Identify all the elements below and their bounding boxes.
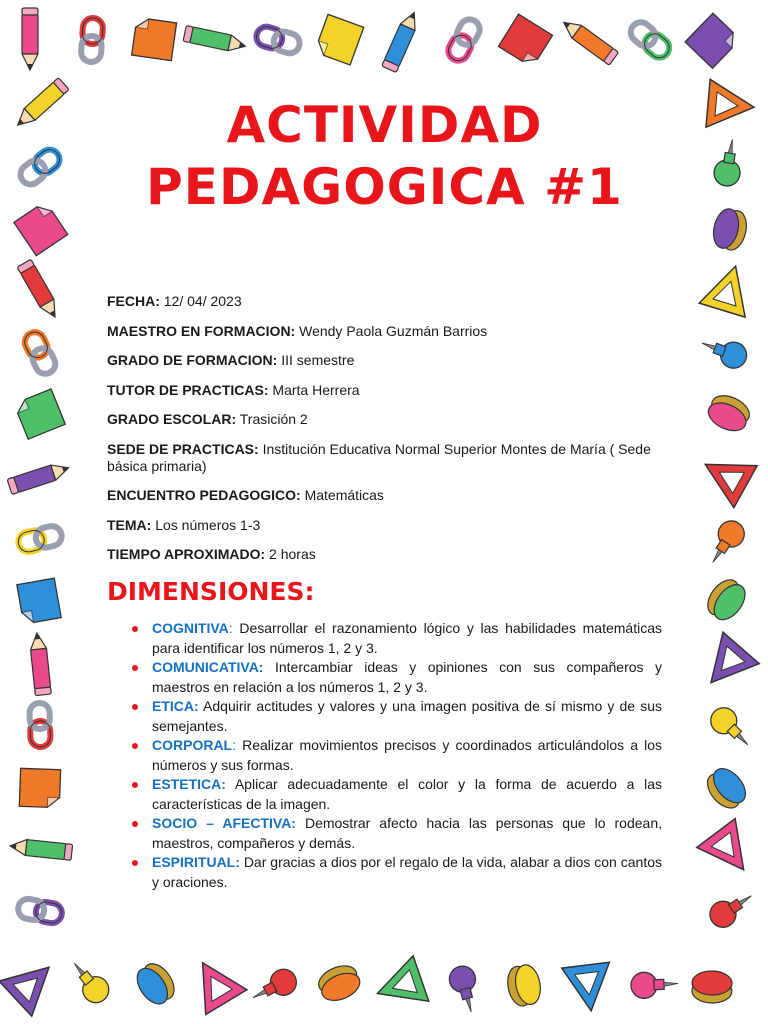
field-tutor: TUTOR DE PRACTICAS: Marta Herrera: [107, 381, 360, 398]
chain-link-icon: [627, 18, 674, 62]
chain-link-icon: [17, 897, 64, 924]
sticky-note-icon: [498, 14, 552, 67]
sticky-note-icon: [132, 17, 177, 60]
pushpin-icon: [702, 516, 749, 570]
sticky-note-icon: [19, 768, 60, 807]
pushpin-icon: [705, 702, 757, 754]
triangle-ruler-icon: [694, 443, 758, 507]
title-line-1: ACTIVIDAD: [226, 96, 543, 154]
chain-link-icon: [29, 703, 51, 748]
pencil-icon: [9, 838, 72, 860]
triangle-ruler-icon: [370, 956, 429, 1016]
dimension-item: ESPIRITUAL: Dar gracias a dios por el regalo de la vida, alabar a dios con cantos y oraciones.: [152, 853, 662, 892]
chain-link-icon: [80, 17, 103, 62]
eraser-icon: [505, 963, 544, 1008]
chain-link-icon: [21, 329, 58, 377]
sticky-note-icon: [17, 578, 61, 624]
page-title: [107, 94, 662, 218]
eraser-icon: [701, 763, 751, 814]
dimension-item: CORPORAL: Realizar movimientos precisos y coordinados articulándolos a los números y sus formas.: [152, 736, 662, 775]
field-tema: TEMA: Los números 1-3: [107, 516, 261, 533]
pencil-icon: [183, 26, 247, 55]
pushpin-icon: [697, 331, 750, 372]
pencil-icon: [29, 632, 51, 695]
dimension-item: ESTETICA: Aplicar adecuadamente el color y la forma de acuerdo a las características de la imagen.: [152, 775, 662, 814]
pushpin-icon: [247, 965, 301, 1010]
dimensions-heading: DIMENSIONES:: [107, 577, 315, 606]
pushpin-icon: [447, 963, 484, 1015]
dimension-item: COMUNICATIVA: Intercambiar ideas y opiniones con sus compañeros y maestros en relación a los números 1, 2 y 3.: [152, 658, 662, 697]
triangle-ruler-icon: [693, 632, 759, 698]
pushpin-icon: [712, 137, 745, 187]
pushpin-icon: [630, 971, 678, 999]
pencil-icon: [17, 259, 62, 321]
pencil-icon: [12, 78, 69, 131]
chain-link-icon: [445, 16, 483, 64]
title-line-2: PEDAGOGICA #1: [146, 158, 623, 216]
info-fields: [107, 293, 662, 563]
triangle-ruler-icon: [697, 819, 763, 885]
field-tiempo: TIEMPO APROXIMADO: 2 horas: [107, 546, 316, 562]
triangle-ruler-icon: [706, 79, 756, 131]
pencil-icon: [7, 460, 71, 494]
eraser-icon: [710, 206, 750, 252]
dimensions-list: [107, 619, 662, 892]
field-grado-escolar: GRADO ESCOLAR: Trasición 2: [107, 411, 308, 427]
eraser-icon: [692, 971, 733, 1004]
chain-link-icon: [16, 524, 64, 554]
triangle-ruler-icon: [562, 962, 615, 1014]
dimension-item: ETICA: Adquirir actitudes y valores y una imagen positiva de sí mismo y de sus semejantes.: [152, 697, 662, 736]
sticky-note-icon: [14, 201, 68, 255]
activity-document: [107, 94, 662, 892]
field-grado-formacion: GRADO DE FORMACION: III semestre: [107, 352, 355, 368]
sticky-note-icon: [314, 14, 363, 65]
chain-link-icon: [254, 24, 302, 55]
sticky-note-icon: [14, 389, 65, 439]
eraser-icon: [704, 390, 754, 436]
pushpin-icon: [705, 885, 759, 932]
sticky-note-icon: [685, 13, 740, 68]
dimension-item: SOCIO – AFECTIVA: Demostrar afecto hacia las personas que lo rodean, maestros, compañeros y demás.: [152, 814, 662, 853]
field-encuentro: ENCUENTRO PEDAGOGICO: Matemáticas: [107, 487, 384, 503]
triangle-ruler-icon: [182, 950, 247, 1014]
pushpin-icon: [64, 955, 114, 1008]
pencil-icon: [559, 16, 619, 65]
eraser-icon: [131, 958, 180, 1009]
eraser-icon: [315, 961, 364, 1006]
field-sede: SEDE DE PRACTICAS: Institución Educativa Normal Superior Montes de María ( Sede básica primaria): [107, 440, 651, 474]
eraser-icon: [702, 574, 752, 625]
triangle-ruler-icon: [699, 259, 758, 317]
pencil-icon: [22, 8, 38, 70]
chain-link-icon: [17, 146, 64, 189]
field-maestro: MAESTRO EN FORMACION: Wendy Paola Guzmán Barrios: [107, 322, 488, 339]
dimension-item: COGNITIVA: Desarrollar el razonamiento lógico y las habilidades matemáticas para identificar los números 1, 2 y 3.: [152, 619, 662, 658]
triangle-ruler-icon: [0, 950, 65, 1016]
field-fecha: FECHA: 12/ 04/ 2023: [107, 293, 242, 309]
pencil-icon: [382, 9, 422, 72]
